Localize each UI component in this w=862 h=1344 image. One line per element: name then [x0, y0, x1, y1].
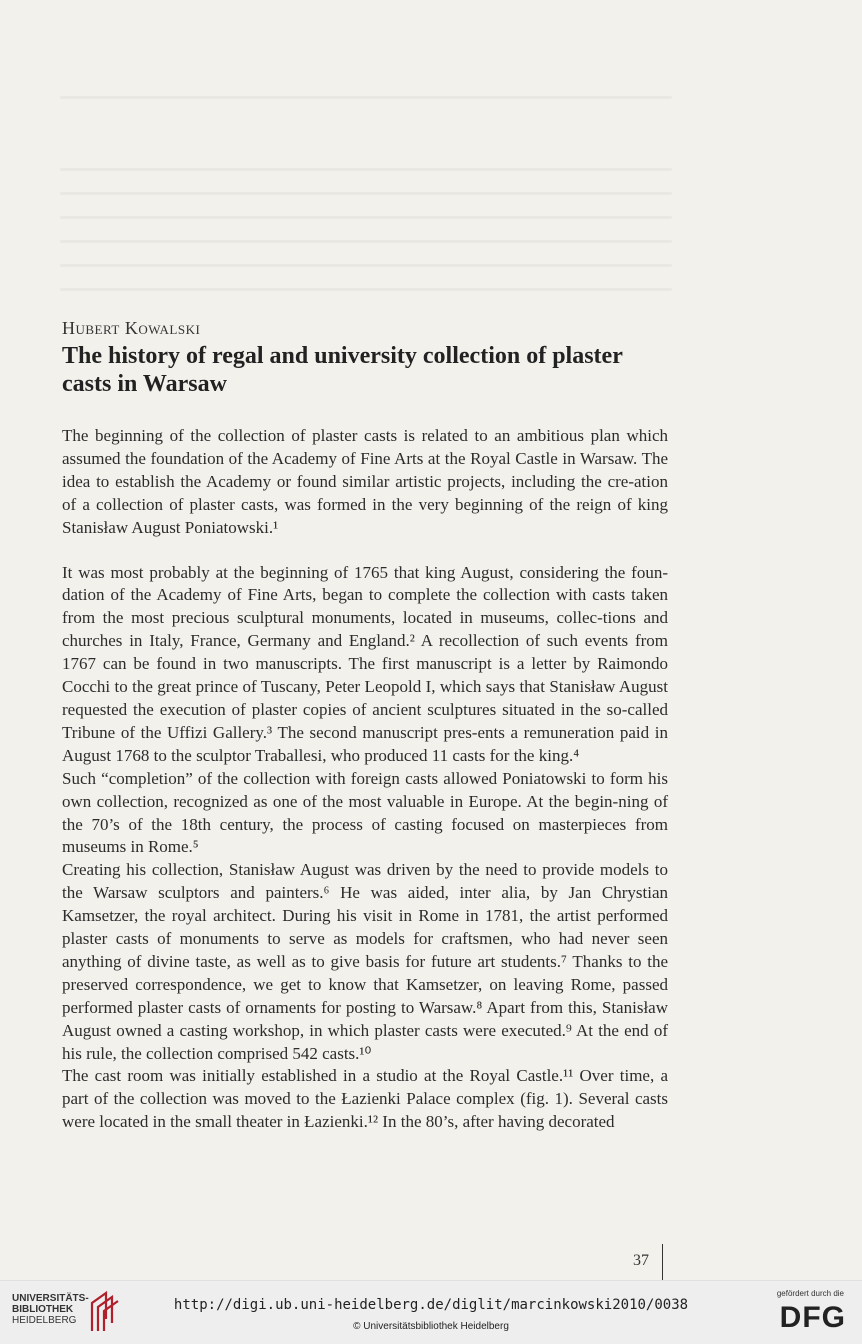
- article-title: The history of regal and university collection of plaster casts in Warsaw: [62, 343, 623, 397]
- body-paragraph: Creating his collection, Stanisław August was driven by the need to provide models to the Warsaw sculptors and painters.⁶ He was aided, inter alia, by Jan Chrystian Kamsetzer, the royal architect. During his visit in Rome in 1781, the artist performed plaster casts of monuments to serve as models for craftsmen, who had never seen anything of divine taste, as well as to give basis for future art students.⁷ Thanks to the preserved correspondence, we get to know that Kamsetzer, on leaving Rome, passed performed plaster casts of ornaments for posting to Warsaw.⁸ Apart from this, Stanisław August owned a casting workshop, in which plaster casts were executed.⁹ At the end of his rule, the collection comprised 542 casts.¹⁰: [62, 860, 668, 1063]
- library-name-line: BIBLIOTHEK: [12, 1304, 74, 1315]
- library-name-line: HEIDELBERG: [12, 1315, 77, 1326]
- bleed-through-line: [60, 240, 672, 243]
- body-paragraph: The cast room was initially established in a studio at the Royal Castle.¹¹ Over time, a part of the collection was moved to the Łazienki Palace complex (fig. 1). Several casts were located in the small theater in Łazienki.¹² In the 80’s, after having decorated: [62, 1066, 668, 1132]
- bleed-through-line: [60, 288, 672, 291]
- body-paragraph: It was most probably at the beginning of 1765 that king August, considering the foun-dation of the Academy of Fine Arts, began to complete the collection with casts taken from the most precious sculptural monuments, located in museums, collec-tions and churches in Italy, France, Germany and England.² A recollection of such events from 1767 can be found in two manuscripts. The first manuscript is a letter by Raimondo Cocchi to the great prince of Tuscany, Peter Leopold I, which says that Stanisław August requested the execution of plaster copies of ancient sculptures situated in the so-called Tribune of the Uffizi Gallery.³ The second manuscript pres-ents a remuneration paid in August 1768 to the sculptor Traballesi, who produced 11 casts for the king.⁴: [62, 562, 668, 765]
- body-paragraph: Such “completion” of the collection with foreign casts allowed Poniatowski to form his own collection, recognized as one of the most valuable in Europe. At the begin-ning of the 70’s of the 18th century, the process of casting focused on masterpieces from museums in Rome.⁵: [62, 768, 668, 857]
- dfg-logo: DFG: [779, 1301, 846, 1334]
- page-number: 37: [633, 1252, 649, 1269]
- bleed-through-line: [60, 264, 672, 267]
- funding-label: gefördert durch die: [776, 1289, 844, 1298]
- bleed-through-line: [60, 168, 672, 171]
- copyright-notice: © Universitätsbibliothek Heidelberg: [353, 1321, 509, 1332]
- bleed-through-line: [60, 192, 672, 195]
- library-name-line: UNIVERSITÄTS-: [12, 1293, 89, 1304]
- permalink-url[interactable]: http://digi.ub.uni-heidelberg.de/diglit/marcinkowski2010/0038: [173, 1297, 689, 1313]
- article-body: [62, 425, 668, 1134]
- bleed-through-line: [60, 96, 672, 99]
- digitization-footer: [0, 1280, 862, 1344]
- body-paragraph: The beginning of the collection of plaster casts is related to an ambitious plan which assumed the foundation of the Academy of Fine Arts at the Royal Castle in Warsaw. The idea to establish the Academy or found similar artistic projects, including the cre-ation of a collection of plaster casts, was formed in the very beginning of the reign of king Stanisław August Poniatowski.¹: [62, 426, 668, 537]
- page-number-rule: [662, 1244, 663, 1280]
- author-name: Hubert Kowalski: [62, 318, 201, 338]
- bleed-through-line: [60, 216, 672, 219]
